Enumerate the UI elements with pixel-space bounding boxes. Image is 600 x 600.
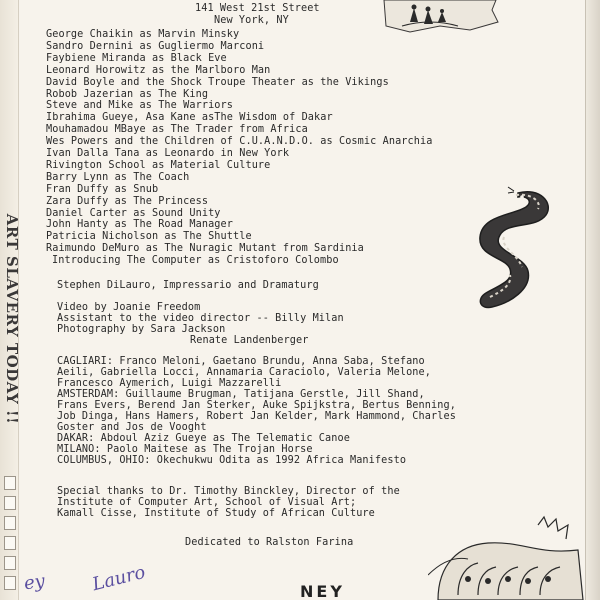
city-credit-line: COLUMBUS, OHIO: Okechukwu Odita as 1992 Africa Manifesto [57,455,407,466]
cast-line: Ibrahima Gueye, Asa Kane asThe Wisdom of Dakar [46,112,333,124]
binding-hole [4,496,16,510]
credit-line: Video by Joanie Freedom [57,302,201,313]
page-edge [585,0,600,600]
binding-hole [4,576,16,590]
city-credit-line: Aeili, Gabriella Locci, Annamaria Caraciolo, Valeria Melone, [57,367,432,378]
cast-line: Zara Duffy as The Princess [46,195,209,207]
cast-line: Ivan Dalla Tana as Leonardo in New York [46,148,290,159]
address-city: New York, NY [214,15,289,26]
cast-line: John Hanty as The Road Manager [46,219,234,231]
cast-line: Patricia Nicholson as The Shuttle [46,231,252,243]
city-credit-line: CAGLIARI: Franco Meloni, Gaetano Brundu, Anna Saba, Stefano [57,356,425,367]
cast-line: Daniel Carter as Sound Unity [46,207,221,219]
binding-hole [4,516,16,530]
city-credit-line: Goster and Jos de Vooght [57,422,207,433]
cast-line: Steve and Mike as The Warriors [46,100,234,112]
binding-hole [4,556,16,570]
cast-line: George Chaikin as Marvin Minsky [46,29,240,40]
credit-line: Renate Landenberger [190,335,309,346]
handwritten-note-left: ey [22,570,47,595]
cast-line: Wes Powers and the Children of C.U.A.N.D.O. as Cosmic Anarchia [46,136,433,148]
thanks-line: Institute of Computer Art, School of Visual Art; [57,497,357,508]
cast-line: Mouhamadou MBaye as The Trader from Africa [46,124,308,136]
cast-line: Leonard Horowitz as the Marlboro Man [46,64,271,76]
cast-line: Introducing The Computer as Cristoforo Colombo [52,255,339,267]
city-credit-line: DAKAR: Abdoul Aziz Gueye as The Telematic Canoe [57,433,350,444]
binding-hole [4,476,16,490]
city-credit-line: MILANO: Paolo Maitese as The Trojan Horse [57,444,313,455]
thanks-line: Special thanks to Dr. Timothy Binckley, Director of the [57,486,400,497]
cast-line: Sandro Dernini as Gugliermo Marconi [46,40,265,52]
handwritten-note-right: Lauro [90,561,148,596]
cast-line: Rivington School as Material Culture [46,159,271,171]
cast-line: Fran Duffy as Snub [46,183,159,195]
ornate-illustration [428,515,588,600]
city-credit-line: AMSTERDAM: Guillaume Brugman, Tatijana Gerstle, Jill Shand, [57,389,425,400]
credit-line: Assistant to the video director -- Billy Milan [57,313,344,324]
cast-line: Barry Lynn as The Coach [46,171,190,183]
dedication: Dedicated to Ralston Farina [185,537,354,548]
city-credit-line: Francesco Aymerich, Luigi Mazzarelli [57,378,282,389]
impresario-line: Stephen DiLauro, Impressario and Dramaturg [57,280,319,291]
city-credit-line: Frans Evers, Berend Jan Sterker, Auke Spijkstra, Bertus Benning, [57,400,456,411]
cast-line: Faybiene Miranda as Black Eve [46,52,227,64]
spine-title: ART SLAVERY TODAY !! [3,213,21,425]
credit-line: Photography by Sara Jackson [57,324,226,335]
bottom-stamp-text: NEY [300,582,345,600]
cast-line: Robob Jazerian as The King [46,88,209,100]
binding-hole [4,536,16,550]
figures-illustration [380,0,500,35]
serpent-illustration [470,185,560,320]
city-credit-line: Job Dinga, Hans Hamers, Robert Jan Kelder, Mark Hammond, Charles [57,411,456,422]
cast-line: Raimundo DeMuro as The Nuragic Mutant from Sardinia [46,243,364,255]
thanks-line: Kamall Cisse, Institute of Study of African Culture [57,508,375,519]
cast-line: David Boyle and the Shock Troupe Theater as the Vikings [46,76,389,88]
address-street: 141 West 21st Street [195,3,320,14]
